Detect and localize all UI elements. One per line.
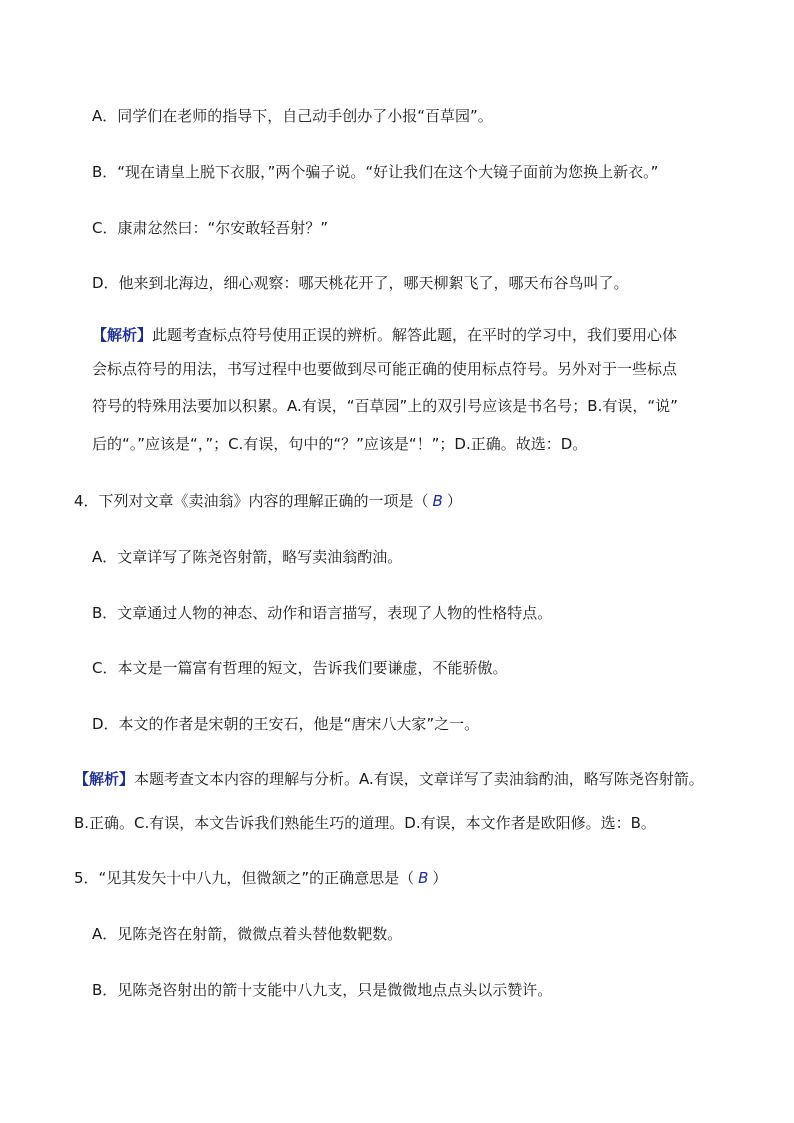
q3-option-b: B．“现在请皇上脱下衣服，”两个骗子说。“好让我们在这个大镜子面前为您换上新衣。” xyxy=(92,163,659,181)
q3-analysis-line-2: 会标点符号的用法，书写过程中也要做到尽可能正确的使用标点符号。另外对于一些标点 xyxy=(92,360,678,378)
q4-analysis-line-1 xyxy=(74,769,704,789)
q4-stem xyxy=(74,491,462,511)
q4-analysis-text-1: 本题考查文本内容的理解与分析。A.有误，文章详写了卖油翁酌油，略写陈尧咨射箭。 xyxy=(134,770,704,788)
q3-option-a: A．同学们在老师的指导下，自己动手创办了小报“百草园”。 xyxy=(92,107,493,125)
q3-analysis-line-1 xyxy=(92,325,677,345)
q4-analysis-tag: 【解析】 xyxy=(74,770,135,788)
q3-analysis-text-1: 此题考查标点符号使用正误的辨析。解答此题，在平时的学习中，我们要用心体 xyxy=(152,326,678,344)
q4-option-d: D．本文的作者是宋朝的王安石，他是“唐宋八大家”之一。 xyxy=(92,715,480,733)
q5-option-a: A．见陈尧咨在射箭，微微点着头替他数靶数。 xyxy=(92,925,403,943)
q3-analysis-tag: 【解析】 xyxy=(92,326,153,344)
q4-option-a: A．文章详写了陈尧咨射箭，略写卖油翁酌油。 xyxy=(92,548,403,566)
q4-stem-after: ） xyxy=(446,492,462,510)
q4-option-c: C．本文是一篇富有哲理的短文，告诉我们要谦虚，不能骄傲。 xyxy=(92,659,508,677)
q5-option-b: B．见陈尧咨射出的箭十支能中八九支，只是微微地点点头以示赞许。 xyxy=(92,981,553,999)
q4-answer: B xyxy=(432,492,443,510)
q3-analysis-line-4: 后的“。”应该是“，”；C.有误，句中的“？”应该是“！”；D.正确。故选：D。 xyxy=(92,435,588,453)
q3-analysis-line-3: 符号的特殊用法要加以积累。A.有误，“百草园”上的双引号应该是书名号；B.有误，“说” xyxy=(92,397,678,415)
q3-option-d: D．他来到北海边，细心观察：哪天桃花开了，哪天柳絮飞了，哪天布谷鸟叫了。 xyxy=(92,274,629,292)
q5-stem-after: ） xyxy=(432,869,448,887)
q4-stem-before: 4．下列对文章《卖油翁》内容的理解正确的一项是（ xyxy=(74,492,429,510)
q5-stem xyxy=(74,868,447,888)
q3-option-c: C．康肃忿然曰：“尔安敢轻吾射？” xyxy=(92,219,329,237)
q4-analysis-line-2: B.正确。C.有误，本文告诉我们熟能生巧的道理。D.有误，本文作者是欧阳修。选：B。 xyxy=(74,814,656,832)
q5-stem-before: 5．“见其发矢十中八九，但微颔之”的正确意思是（ xyxy=(74,869,415,887)
q4-option-b: B．文章通过人物的神态、动作和语言描写，表现了人物的性格特点。 xyxy=(92,604,553,622)
q5-answer: B xyxy=(418,869,429,887)
